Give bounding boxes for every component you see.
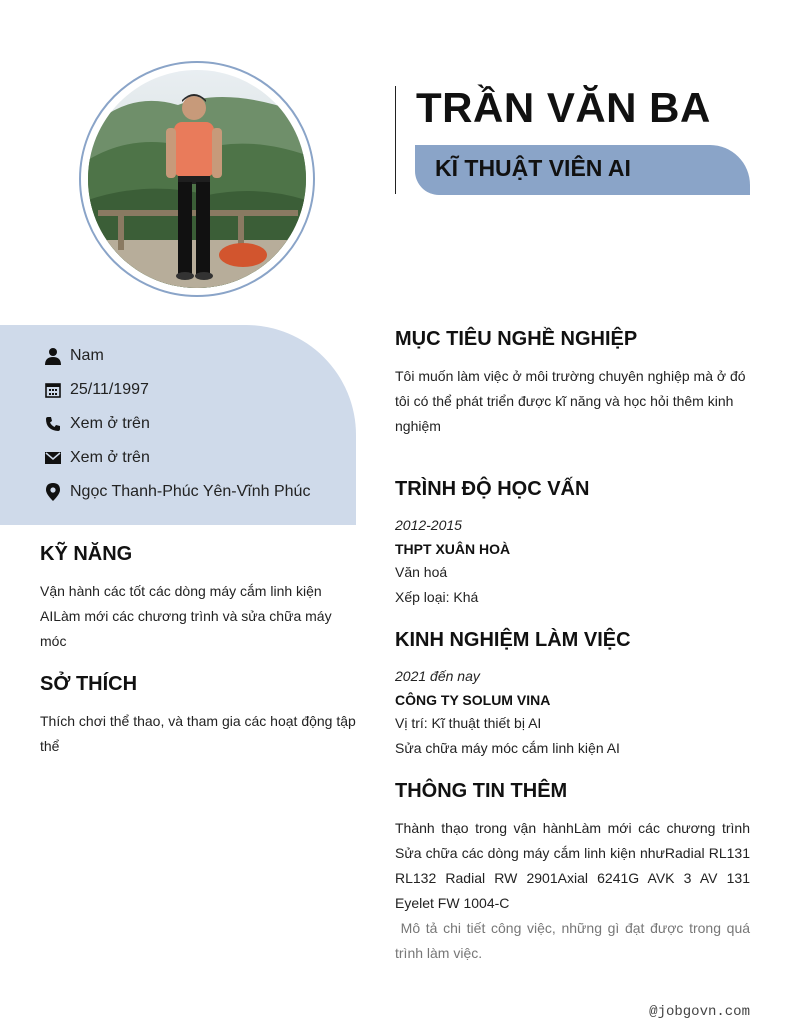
objective-text: Tôi muốn làm việc ở môi trường chuyên nghiệp mà ở đó tôi có thể phát triển được kĩ năng và học hỏi thêm kinh nghiệm xyxy=(395,368,746,434)
experience-company: CÔNG TY SOLUM VINA xyxy=(395,692,551,708)
contact-email-text: Xem ở trên xyxy=(70,449,150,466)
additional-text: Thành thạo trong vận hànhLàm mới các chương trình Sửa chữa các dòng máy cắm linh kiện nhưRadial RL131 RL132 Radial RW 2901Axial 6241G AVK 3 AV 131 Eyelet FW 1004-C xyxy=(395,820,750,911)
contact-birthday xyxy=(44,378,149,402)
education-school: THPT XUÂN HOÀ xyxy=(395,541,511,557)
hobbies-title: SỞ THÍCH xyxy=(40,673,138,695)
education-line1: Văn hoá xyxy=(395,564,448,580)
footer-watermark: @jobgovn.com xyxy=(649,1004,750,1020)
education-title: TRÌNH ĐỘ HỌC VẤN xyxy=(395,478,590,500)
additional-note: Mô tả chi tiết công việc, những gì đạt được trong quá trình làm việc. xyxy=(395,920,754,961)
contact-gender-text: Nam xyxy=(70,347,104,364)
header-divider xyxy=(395,86,396,194)
location-icon xyxy=(44,483,62,501)
experience-line1: Vị trí: Kĩ thuật thiết bị AI xyxy=(395,715,542,731)
hobbies-text: Thích chơi thể thao, và tham gia các hoạt động tập thể xyxy=(40,713,356,754)
experience-title: KINH NGHIỆM LÀM VIỆC xyxy=(395,629,631,651)
candidate-name: TRẦN VĂN BA xyxy=(416,84,711,131)
contact-phone xyxy=(44,412,150,436)
avatar xyxy=(88,70,306,288)
mail-icon xyxy=(44,449,62,467)
calendar-icon xyxy=(44,381,62,399)
job-title: KĨ THUẬT VIÊN AI xyxy=(435,155,631,181)
contact-phone-text: Xem ở trên xyxy=(70,415,150,432)
person-icon xyxy=(44,347,62,365)
skills-text: Vận hành các tốt các dòng máy cắm linh kiện AILàm mới các chương trình và sửa chữa máy móc xyxy=(40,583,332,649)
contact-birthday-text: 25/11/1997 xyxy=(70,381,149,398)
objective-title: MỤC TIÊU NGHỀ NGHIỆP xyxy=(395,328,638,350)
education-period: 2012-2015 xyxy=(395,517,462,533)
contact-email xyxy=(44,446,150,470)
contact-gender xyxy=(44,344,104,368)
skills-title: KỸ NĂNG xyxy=(40,543,133,565)
experience-line2: Sửa chữa máy móc cắm linh kiện AI xyxy=(395,740,620,756)
contact-address-text: Ngọc Thanh-Phúc Yên-Vĩnh Phúc xyxy=(70,483,311,500)
additional-title: THÔNG TIN THÊM xyxy=(395,780,568,802)
phone-icon xyxy=(44,415,62,433)
experience-period: 2021 đến nay xyxy=(395,668,480,684)
contact-address xyxy=(44,480,310,504)
education-line2: Xếp loại: Khá xyxy=(395,589,479,605)
